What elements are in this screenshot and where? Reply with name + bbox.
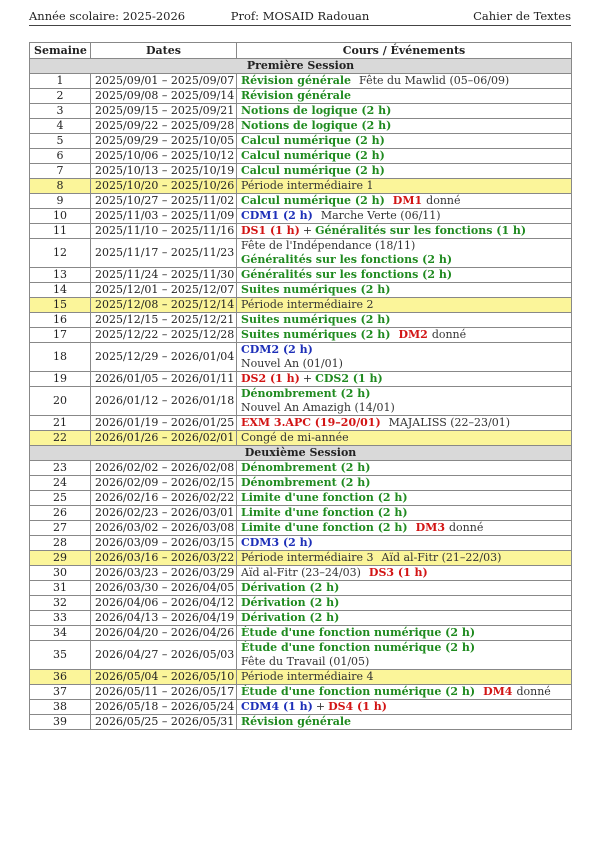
blue-course-text: CDM2 (2 h) [241,343,313,356]
column-header-dates: Dates [91,43,237,59]
week-content [237,491,572,506]
table-row [30,209,572,224]
week-dates: 2025/12/08 – 2025/12/14 [91,298,237,313]
week-dates: 2025/12/29 – 2026/01/04 [91,343,237,372]
week-content [237,313,572,328]
week-dates: 2025/11/03 – 2025/11/09 [91,209,237,224]
table-row [30,74,572,89]
table-row [30,431,572,446]
content-line [241,431,567,445]
table-row [30,134,572,149]
column-header-week: Semaine [30,43,91,59]
plus-separator: + [315,700,326,713]
week-number: 4 [30,119,91,134]
content-line [241,372,567,386]
week-dates: 2025/09/22 – 2025/09/28 [91,119,237,134]
content-line [241,89,567,103]
green-course-text: Suites numériques (2 h) [241,328,391,341]
week-dates: 2025/09/29 – 2025/10/05 [91,134,237,149]
content-line [241,566,567,580]
week-number: 23 [30,461,91,476]
content-line [241,626,567,640]
week-content [237,581,572,596]
week-number: 33 [30,611,91,626]
content-line [241,268,567,282]
week-content [237,611,572,626]
content-line [241,104,567,118]
week-content [237,209,572,224]
week-dates: 2026/01/12 – 2026/01/18 [91,387,237,416]
content-line [241,551,567,565]
content-line [241,253,567,267]
week-content [237,179,572,194]
content-line [241,149,567,163]
event-text: Nouvel An (01/01) [241,357,343,370]
content-line [241,521,567,535]
week-dates: 2026/05/11 – 2026/05/17 [91,685,237,700]
green-course-text: Limite d'une fonction (2 h) [241,491,408,504]
week-content [237,506,572,521]
red-course-text: EXM 3.APC (19–20/01) [241,416,381,429]
week-number: 39 [30,715,91,730]
week-number: 17 [30,328,91,343]
table-row [30,283,572,298]
green-course-text: Généralités sur les fonctions (1 h) [315,224,527,237]
content-line [241,611,567,625]
week-dates: 2026/01/05 – 2026/01/11 [91,372,237,387]
table-row [30,89,572,104]
week-number: 24 [30,476,91,491]
week-dates: 2026/04/13 – 2026/04/19 [91,611,237,626]
content-line [241,357,567,371]
week-dates: 2025/09/15 – 2025/09/21 [91,104,237,119]
table-row [30,521,572,536]
green-course-text: Étude d'une fonction numérique (2 h) [241,685,476,698]
event-text: Aïd al-Fitr (23–24/03) [241,566,361,579]
green-course-text: Dénombrement (2 h) [241,476,371,489]
week-content [237,104,572,119]
week-content [237,387,572,416]
table-row [30,179,572,194]
content-line [241,401,567,415]
table-row [30,491,572,506]
week-number: 18 [30,343,91,372]
week-number: 11 [30,224,91,239]
week-dates: 2026/03/30 – 2026/04/05 [91,581,237,596]
week-dates: 2026/03/02 – 2026/03/08 [91,521,237,536]
content-line [241,715,567,729]
week-number: 7 [30,164,91,179]
table-row [30,685,572,700]
table-row [30,149,572,164]
table-row [30,566,572,581]
week-dates: 2026/02/09 – 2026/02/15 [91,476,237,491]
blue-course-text: CDM1 (2 h) [241,209,313,222]
week-number: 37 [30,685,91,700]
green-course-text: Dénombrement (2 h) [241,461,371,474]
week-dates: 2025/10/20 – 2025/10/26 [91,179,237,194]
week-dates: 2026/04/27 – 2026/05/03 [91,641,237,670]
session-header-row [30,446,572,461]
week-dates: 2026/05/25 – 2026/05/31 [91,715,237,730]
table-row [30,551,572,566]
green-course-text: Dérivation (2 h) [241,611,340,624]
teacher-name: Prof: MOSAID Radouan [230,9,370,23]
content-line [241,343,567,357]
content-line [241,670,567,684]
red-course-text: DM3 [415,521,445,534]
content-line [241,387,567,401]
event-text: Période intermédiaire 1 [241,179,374,192]
week-content [237,239,572,268]
week-dates: 2026/01/19 – 2026/01/25 [91,416,237,431]
red-course-text: DM4 [483,685,513,698]
week-number: 21 [30,416,91,431]
document-title: Cahier de Textes [473,9,571,23]
week-number: 25 [30,491,91,506]
content-line [241,74,567,88]
week-number: 31 [30,581,91,596]
green-course-text: Suites numériques (2 h) [241,283,391,296]
event-text: Congé de mi-année [241,431,349,444]
content-line [241,239,567,253]
content-line [241,313,567,327]
column-header-content: Cours / Événements [237,43,572,59]
session-header-row [30,59,572,74]
table-row [30,372,572,387]
blue-course-text: CDM3 (2 h) [241,536,313,549]
table-row [30,164,572,179]
schedule-body [30,59,572,730]
table-row [30,343,572,372]
table-row [30,387,572,416]
week-number: 1 [30,74,91,89]
table-row [30,670,572,685]
event-text: donné [426,194,461,207]
week-content [237,164,572,179]
week-content [237,461,572,476]
week-number: 5 [30,134,91,149]
content-line [241,416,567,430]
week-dates: 2025/09/01 – 2025/09/07 [91,74,237,89]
week-content [237,416,572,431]
event-text: Aïd al-Fitr (21–22/03) [381,551,502,564]
session-title: Deuxième Session [30,446,572,461]
week-content [237,521,572,536]
content-line [241,298,567,312]
green-course-text: Notions de logique (2 h) [241,104,392,117]
week-content [237,283,572,298]
week-content [237,149,572,164]
week-number: 32 [30,596,91,611]
week-content [237,328,572,343]
table-row [30,461,572,476]
week-content [237,134,572,149]
green-course-text: Calcul numérique (2 h) [241,164,385,177]
content-line [241,134,567,148]
event-text: Marche Verte (06/11) [320,209,441,222]
content-line [241,164,567,178]
week-number: 13 [30,268,91,283]
green-course-text: Étude d'une fonction numérique (2 h) [241,626,476,639]
week-content [237,194,572,209]
green-course-text: CDS2 (1 h) [315,372,383,385]
week-number: 22 [30,431,91,446]
green-course-text: Suites numériques (2 h) [241,313,391,326]
red-course-text: DS2 (1 h) [241,372,300,385]
content-line [241,685,567,699]
green-course-text: Dérivation (2 h) [241,581,340,594]
content-line [241,209,567,223]
week-number: 35 [30,641,91,670]
content-line [241,655,567,669]
blue-course-text: CDM4 (1 h) [241,700,313,713]
table-row [30,581,572,596]
content-line [241,461,567,475]
green-course-text: Généralités sur les fonctions (2 h) [241,253,453,266]
week-content [237,372,572,387]
week-dates: 2025/11/10 – 2025/11/16 [91,224,237,239]
event-text: donné [448,521,484,534]
week-number: 9 [30,194,91,209]
content-line [241,119,567,133]
green-course-text: Notions de logique (2 h) [241,119,392,132]
week-number: 8 [30,179,91,194]
plus-separator: + [302,372,313,385]
week-number: 36 [30,670,91,685]
content-line [241,283,567,297]
week-number: 10 [30,209,91,224]
green-course-text: Limite d'une fonction (2 h) [241,521,408,534]
week-dates: 2026/04/20 – 2026/04/26 [91,626,237,641]
table-row [30,313,572,328]
week-content [237,431,572,446]
table-row [30,641,572,670]
content-line [241,328,567,342]
content-line [241,179,567,193]
content-line [241,536,567,550]
event-text: Fête du Mawlid (05–06/09) [359,74,510,87]
table-row [30,119,572,134]
green-course-text: Révision générale [241,89,352,102]
week-number: 6 [30,149,91,164]
week-number: 16 [30,313,91,328]
week-number: 26 [30,506,91,521]
table-row [30,626,572,641]
week-number: 27 [30,521,91,536]
week-dates: 2025/09/08 – 2025/09/14 [91,89,237,104]
week-content [237,74,572,89]
content-line [241,491,567,505]
event-text: Nouvel An Amazigh (14/01) [241,401,395,414]
week-dates: 2026/03/16 – 2026/03/22 [91,551,237,566]
week-content [237,298,572,313]
green-course-text: Révision générale [241,715,352,728]
week-dates: 2026/03/23 – 2026/03/29 [91,566,237,581]
table-row [30,328,572,343]
event-text: Fête du Travail (01/05) [241,655,370,668]
table-header-row [30,43,572,59]
week-number: 12 [30,239,91,268]
red-course-text: DS1 (1 h) [241,224,300,237]
table-row [30,536,572,551]
green-course-text: Limite d'une fonction (2 h) [241,506,408,519]
table-row [30,715,572,730]
content-line [241,224,567,238]
week-dates: 2025/10/27 – 2025/11/02 [91,194,237,209]
green-course-text: Révision générale [241,74,352,87]
week-content [237,89,572,104]
table-row [30,239,572,268]
week-content [237,536,572,551]
week-content [237,119,572,134]
content-line [241,700,567,714]
week-dates: 2025/11/24 – 2025/11/30 [91,268,237,283]
week-content [237,343,572,372]
week-number: 28 [30,536,91,551]
green-course-text: Étude d'une fonction numérique (2 h) [241,641,476,654]
table-row [30,104,572,119]
green-course-text: Généralités sur les fonctions (2 h) [241,268,453,281]
content-line [241,581,567,595]
week-dates: 2026/02/23 – 2026/03/01 [91,506,237,521]
event-text: MAJALISS (22–23/01) [388,416,511,429]
week-content [237,685,572,700]
content-line [241,476,567,490]
week-number: 15 [30,298,91,313]
week-number: 20 [30,387,91,416]
red-course-text: DM2 [398,328,428,341]
event-text: donné [431,328,467,341]
week-number: 30 [30,566,91,581]
green-course-text: Dénombrement (2 h) [241,387,371,400]
page-header [29,9,571,26]
green-course-text: Calcul numérique (2 h) [241,134,385,147]
event-text: Fête de l'Indépendance (18/11) [241,239,416,252]
week-content [237,670,572,685]
week-dates: 2025/11/17 – 2025/11/23 [91,239,237,268]
week-dates: 2025/12/01 – 2025/12/07 [91,283,237,298]
event-text: donné [516,685,551,698]
week-content [237,715,572,730]
week-content [237,268,572,283]
week-content [237,626,572,641]
table-row [30,194,572,209]
table-row [30,298,572,313]
week-content [237,700,572,715]
table-row [30,700,572,715]
green-course-text: Calcul numérique (2 h) [241,149,385,162]
week-dates: 2026/01/26 – 2026/02/01 [91,431,237,446]
red-course-text: DM1 [392,194,423,207]
table-row [30,224,572,239]
green-course-text: Dérivation (2 h) [241,596,340,609]
week-dates: 2026/05/18 – 2026/05/24 [91,700,237,715]
session-title: Première Session [30,59,572,74]
week-dates: 2026/02/02 – 2026/02/08 [91,461,237,476]
content-line [241,596,567,610]
table-row [30,476,572,491]
week-content [237,476,572,491]
event-text: Période intermédiaire 2 [241,298,374,311]
green-course-text: Calcul numérique (2 h) [241,194,385,207]
week-dates: 2025/10/13 – 2025/10/19 [91,164,237,179]
week-number: 29 [30,551,91,566]
schedule-table [29,42,572,730]
week-dates: 2026/05/04 – 2026/05/10 [91,670,237,685]
plus-separator: + [302,224,313,237]
week-content [237,641,572,670]
table-row [30,611,572,626]
content-line [241,641,567,655]
table-row [30,596,572,611]
table-row [30,506,572,521]
week-number: 14 [30,283,91,298]
red-course-text: DS4 (1 h) [328,700,387,713]
event-text: Période intermédiaire 4 [241,670,374,683]
week-dates: 2026/04/06 – 2026/04/12 [91,596,237,611]
week-content [237,224,572,239]
week-content [237,596,572,611]
content-line [241,506,567,520]
week-number: 3 [30,104,91,119]
week-number: 19 [30,372,91,387]
week-dates: 2025/12/15 – 2025/12/21 [91,313,237,328]
red-course-text: DS3 (1 h) [368,566,428,579]
week-content [237,566,572,581]
table-row [30,416,572,431]
week-dates: 2025/12/22 – 2025/12/28 [91,328,237,343]
event-text: Période intermédiaire 3 [241,551,374,564]
week-dates: 2026/02/16 – 2026/02/22 [91,491,237,506]
week-number: 34 [30,626,91,641]
week-number: 38 [30,700,91,715]
week-dates: 2026/03/09 – 2026/03/15 [91,536,237,551]
school-year: Année scolaire: 2025-2026 [29,9,186,23]
table-row [30,268,572,283]
content-line [241,194,567,208]
week-content [237,551,572,566]
week-number: 2 [30,89,91,104]
week-dates: 2025/10/06 – 2025/10/12 [91,149,237,164]
